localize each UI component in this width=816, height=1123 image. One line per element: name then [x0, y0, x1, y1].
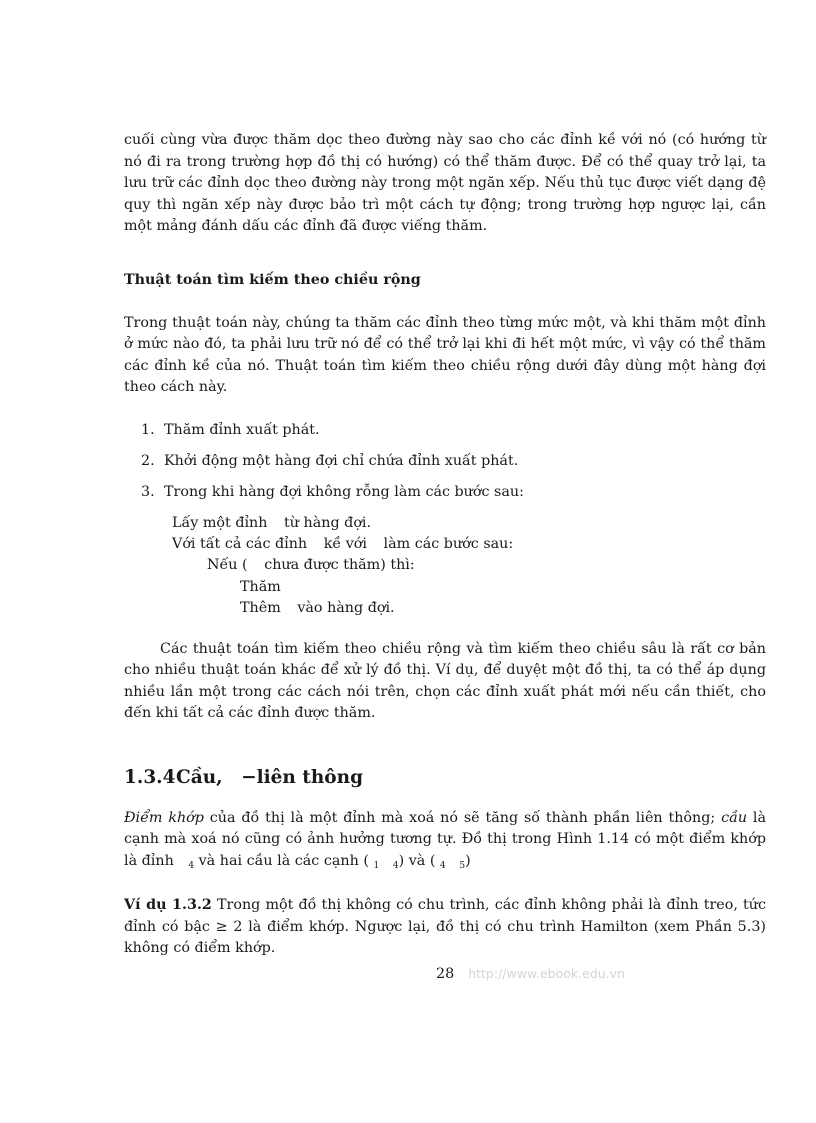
- algo-line: Với tất cả các đỉnh kề với làm các bước sau:: [172, 535, 514, 552]
- bfs-algorithm: [124, 513, 766, 620]
- section-heading: 1.3.4Cầu, −liên thông: [124, 766, 364, 788]
- articulation-definition: Điểm khớp của đồ thị là một đỉnh mà xoá nó sẽ tăng số thành phần liên thông; cầu là cạnh mà xoá nó cũng có ảnh hưởng tương tự. Đồ thị trong Hình 1.14 có một điểm khớp là đỉnh $_4$ và hai cầu là các cạnh ( $_1$ $_4$) và ( $_4$ $_5$): [124, 809, 766, 871]
- list-item: 2. Khởi động một hàng đợi chỉ chứa đỉnh xuất phát.: [141, 452, 519, 469]
- example-1-3-2: Ví dụ 1.3.2 Trong một đồ thị không có chu trình, các đỉnh không phải là đỉnh treo, tức đỉnh có bậc ≥ 2 là điểm khớp. Ngược lại, đồ thị có chu trình Hamilton (xem Phần 5.3) không có điểm khớp.: [124, 897, 767, 957]
- paragraph-bfs-dfs: Các thuật toán tìm kiếm theo chiều rộng và tìm kiếm theo chiều sâu là rất cơ bản cho nhiều thuật toán khác để xử lý đồ thị. Ví dụ, để duyệt một đồ thị, ta có thể áp dụng nhiều lần một trong các cách nói trên, chọn các đỉnh xuất phát mới nếu cần thiết, cho đến khi tất cả các đỉnh được thăm.: [124, 640, 766, 722]
- algo-line: Thêm vào hàng đợi.: [240, 600, 395, 617]
- list-item: 1. Thăm đỉnh xuất phát.: [141, 421, 320, 438]
- watermark: http://www.ebook.edu.vn: [468, 966, 625, 981]
- page-body: [124, 130, 766, 960]
- page-footer: [436, 966, 625, 982]
- algo-line: Lấy một đỉnh từ hàng đợi.: [172, 514, 372, 531]
- algo-line: Thăm: [240, 578, 281, 595]
- bfs-steps: [124, 420, 766, 503]
- algo-line: Nếu ( chưa được thăm) thì:: [207, 557, 415, 574]
- page-number: 28: [436, 966, 455, 982]
- bfs-intro: Trong thuật toán này, chúng ta thăm các đỉnh theo từng mức một, và khi thăm một đỉnh ở mức nào đó, ta phải lưu trữ nó để có thể trở lại khi đi hết một mức, vì vậy có thể thăm các đỉnh kề của nó. Thuật toán tìm kiếm theo chiều rộng dưới đây dùng một hàng đợi theo cách này.: [124, 314, 766, 395]
- bfs-heading: Thuật toán tìm kiếm theo chiều rộng: [124, 271, 421, 288]
- paragraph-dfs-end: cuối cùng vừa được thăm dọc theo đường này sao cho các đỉnh kề với nó (có hướng từ nó đi ra trong trường hợp đồ thị có hướng) có thể thăm được. Để có thể quay trở lại, ta lưu trữ các đỉnh dọc theo đường này trong một ngăn xếp. Nếu thủ tục được viết dạng đệ quy thì ngăn xếp này được bảo trì một cách tự động; trong trường hợp ngược lại, cần một mảng đánh dấu các đỉnh đã được viếng thăm.: [124, 132, 766, 234]
- list-item: 3. Trong khi hàng đợi không rỗng làm các bước sau:: [141, 483, 524, 500]
